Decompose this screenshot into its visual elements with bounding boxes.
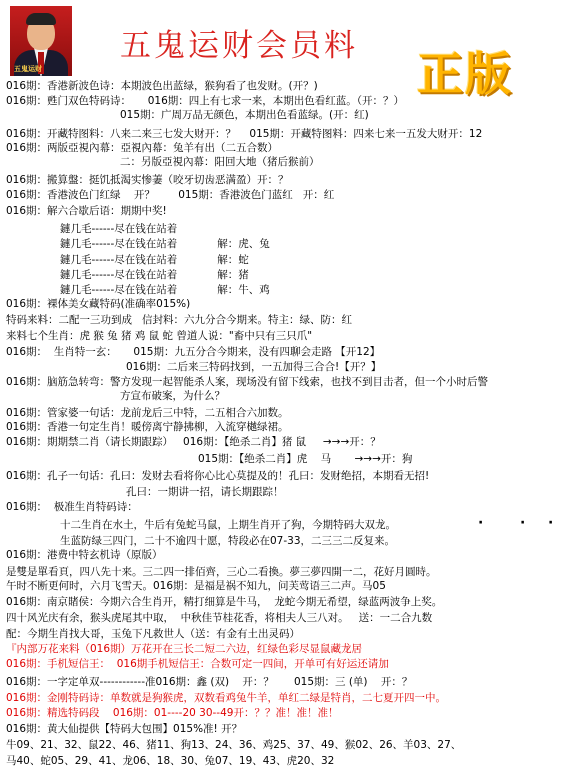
text-line: 方宣布破案，为什么？ bbox=[120, 390, 225, 402]
text-line: 配：今期生肖找大哥，玉兔下凡救世人（送：有金有土出灵码） bbox=[6, 628, 300, 640]
text-line: 016期：孔子一句话：孔曰：发财去看将你心比心莫提及的！孔曰：发财绝招，本期看无招! bbox=[6, 470, 430, 482]
text-line: 牛09、21、32、鼠22、46、猪11、狗13、24、36、鸡25、37、49、猴02、26、羊03、27、 bbox=[6, 739, 462, 751]
text-line: 016期：金刚特码诗：单数就是狗猴虎，双数看鸡兔牛羊，单红二绿是特肖，二七夏开四一中。 bbox=[6, 692, 447, 704]
text-line: 016期：裸体美女藏特码(准确率015%) bbox=[6, 298, 191, 310]
text-line: 鏈几毛------尽在钱在站着 解：牛、鸡 bbox=[60, 284, 270, 296]
decor-dot: · bbox=[478, 515, 484, 531]
text-line: 016期：港费中特玄机诗（原版） bbox=[6, 549, 163, 561]
text-line: 午时不断更何时，六月飞雪天。016期：是福是祸不知九，问芙莺语三二声。马05 bbox=[6, 580, 386, 592]
text-line: 016期：南京賭侯：今期六合生肖开，精打细算是牛马， 龙蛇今期无希望，绿蓝两波争上奖。 bbox=[6, 596, 443, 608]
text-line: 016期：期期禁二肖（请长期跟踪） 016期：【绝杀二肖】猪 鼠 →→→开：？ bbox=[6, 436, 381, 448]
text-line: 生蓝防绿三四门，二十不逾四十愿，特段必在07-33，二三三二反复来。 bbox=[60, 535, 396, 547]
text-line: 016期：香港一句定生肖！暖傍离宁静拂柳，入流穿樾绿裙。 bbox=[6, 421, 289, 433]
text-line: 016期：精选特码段 016期：01----20 30--49开：？？准！准！准！ bbox=[6, 707, 339, 719]
text-line: 016期：搬算盤：挺饥抵渴实惨萋（咬牙切齿恶满盈）开：？ bbox=[6, 174, 289, 186]
text-line: 015期：广周万品无颜色，本期出色看蓝绿。(开：红) bbox=[120, 109, 369, 121]
text-line: 是雙是單看頁，四八先十来。三二四一排佰齊，三心二看換。夢三夢四開一二，花好月圓時。 bbox=[6, 566, 437, 578]
text-line: 016期：开藏特图料：八来二来三七发大财开：？ 015期：开藏特图料：四来七来一五发大财开：12 bbox=[6, 128, 483, 140]
text-line: 『内部万花来料（016期）万花开在三长二短二六边，红绿色彩尽显鼠藏龙居 bbox=[6, 643, 363, 655]
photo-hair bbox=[26, 13, 56, 25]
author-photo bbox=[10, 6, 72, 76]
text-line: 016期：手机短信王： 016期手机短信王：合数可定一四间，开单可有好运还请加 bbox=[6, 658, 389, 670]
text-line: 016期：两版亞視內幕：亞視內幕：兔羊有出（二五合数） bbox=[6, 142, 279, 154]
decor-dot: · bbox=[520, 515, 526, 531]
text-line: 鏈几毛------尽在钱在站着 解：蛇 bbox=[60, 254, 249, 266]
text-line: 孔曰：一期讲一招，请长期跟踪！ bbox=[126, 486, 284, 498]
text-line: 四十风光庆有余，猴头虎尾其中取， 中秋佳节桂花香，将相夫人三八对。 送：一二合九数 bbox=[6, 612, 433, 624]
text-line: 016期：管家婆一句话：龙前龙后三中特，二五相合六加数。 bbox=[6, 407, 289, 419]
genuine-stamp: 正版 bbox=[417, 47, 513, 101]
text-line: 十二生肖在水土，牛后有兔蛇马鼠，上期生肖开了狗，今期特码大双龙。 bbox=[60, 519, 396, 531]
text-line: 016期：二后来三特码找到，一五加得三合合!【开？】 bbox=[126, 361, 382, 373]
text-line: 016期：甦门双色特码诗： 016期：四上有七求一来，本期出色看红蓝。（开：？） bbox=[6, 95, 405, 107]
text-line: 015期：【绝杀二肖】虎 马 →→→开：狗 bbox=[198, 453, 413, 465]
page-title: 五鬼运财会员料 bbox=[120, 28, 358, 64]
text-line: 016期：黄大仙提供【特码大包围】015%准! 开？ bbox=[6, 723, 243, 735]
text-line: 来料七个生肖：虎 猴 兔 猪 鸡 鼠 蛇 曾道人说："畜中只有三只爪" bbox=[6, 330, 313, 342]
text-line: 016期：香港波色门红绿 开？ 015期：香港波色门蓝红 开：红 bbox=[6, 189, 335, 201]
text-line: 鏈几毛------尽在钱在站着 解：虎、兔 bbox=[60, 238, 270, 250]
text-line: 016期：一字定单双------------准016期：鑫 (双) 开：？ 015期：三 (单) 开：？ bbox=[6, 676, 413, 688]
text-line: 016期：脑筋急转弯：警方发现一起智能杀人案，现场没有留下线索，也找不到目击者，但一个小时后警 bbox=[6, 376, 489, 388]
text-line: 鏈几毛------尽在钱在站着 解：猪 bbox=[60, 269, 249, 281]
photo-logo: 五鬼运财 bbox=[14, 65, 42, 73]
text-line: 016期：解六合歇后语：期期中奖! bbox=[6, 205, 167, 217]
text-line: 鏈几毛------尽在钱在站着 bbox=[60, 223, 178, 235]
text-line: 二：另版亞視內幕：阳回大地（猪后猴前） bbox=[120, 156, 320, 168]
decor-dot: · bbox=[548, 515, 554, 531]
text-line: 016期： 生肖特一玄： 015期：九五分合今期来，没有四聊会走路 【开12】 bbox=[6, 346, 381, 358]
text-line: 特码来料：二配一三功到成 信封料：六九分合今期来。特主：绿、防：红 bbox=[6, 314, 353, 326]
text-line: 016期：香港新波色诗：本期波色出蓝绿，猴狗看了也发财。(开？) bbox=[6, 80, 318, 92]
text-line: 016期： 极准生肖特码诗： bbox=[6, 501, 138, 513]
text-line: 马40、蛇05、29、41、龙06、18、30、兔07、19、43、虎20、32 bbox=[6, 755, 335, 767]
